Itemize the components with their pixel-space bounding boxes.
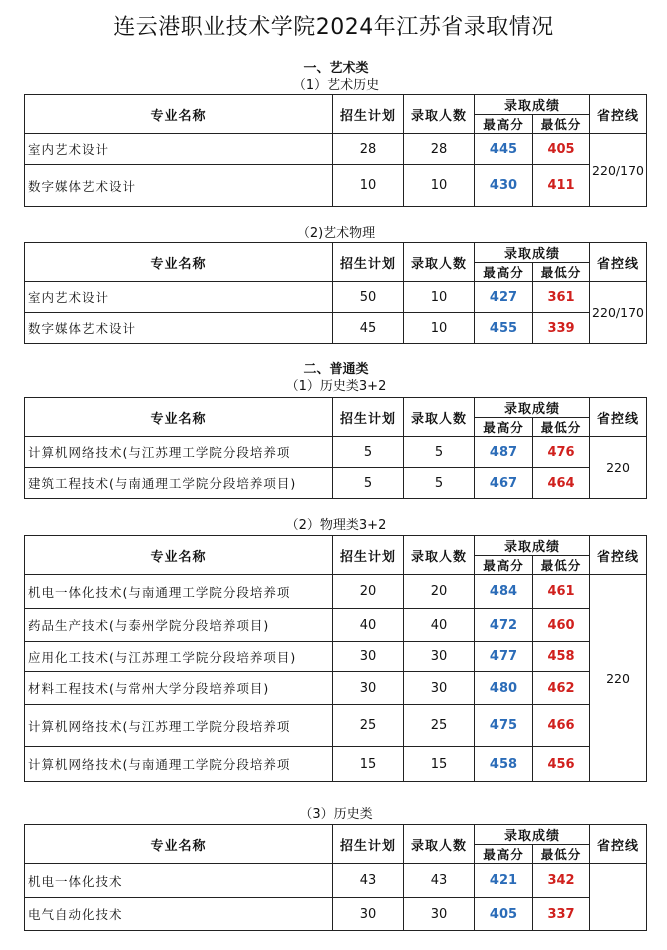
header-control: 省控线 — [590, 398, 647, 437]
header-control: 省控线 — [590, 825, 647, 864]
control-line: 220/170 — [590, 282, 647, 344]
low-score: 462 — [533, 672, 590, 705]
admitted-count: 20 — [404, 575, 475, 609]
header-scores: 录取成绩 — [475, 95, 590, 115]
plan-count: 30 — [333, 672, 404, 705]
table-history-3plus2 — [24, 397, 647, 499]
control-line — [590, 864, 647, 931]
section-heading-art: 一、艺术类 — [303, 61, 369, 76]
admitted-count: 10 — [404, 282, 475, 313]
header-control: 省控线 — [590, 536, 647, 575]
high-score: 445 — [475, 134, 533, 165]
table-row — [25, 898, 647, 931]
high-score: 405 — [475, 898, 533, 931]
header-low: 最低分 — [533, 418, 590, 437]
header-high: 最高分 — [475, 845, 533, 864]
header-high: 最高分 — [475, 115, 533, 134]
group-subtitle-history-3plus2: （1）历史类3+2 — [285, 379, 387, 394]
header-plan: 招生计划 — [333, 243, 404, 282]
header-admitted: 录取人数 — [404, 398, 475, 437]
table-row — [25, 282, 647, 313]
low-score: 339 — [533, 313, 590, 344]
table-row — [25, 609, 647, 642]
high-score: 480 — [475, 672, 533, 705]
table-physics-3plus2 — [24, 535, 647, 782]
high-score: 455 — [475, 313, 533, 344]
header-control: 省控线 — [590, 243, 647, 282]
high-score: 484 — [475, 575, 533, 609]
plan-count: 25 — [333, 705, 404, 747]
major-name: 应用化工技术(与江苏理工学院分段培养项目) — [25, 642, 333, 672]
high-score: 477 — [475, 642, 533, 672]
table-row — [25, 313, 647, 344]
low-score: 456 — [533, 747, 590, 782]
table-row — [25, 672, 647, 705]
admitted-count: 30 — [404, 898, 475, 931]
low-score: 342 — [533, 864, 590, 898]
high-score: 475 — [475, 705, 533, 747]
low-score: 458 — [533, 642, 590, 672]
plan-count: 5 — [333, 437, 404, 468]
header-major: 专业名称 — [25, 243, 333, 282]
admitted-count: 25 — [404, 705, 475, 747]
low-score: 337 — [533, 898, 590, 931]
major-name: 机电一体化技术 — [25, 864, 333, 898]
admitted-count: 30 — [404, 672, 475, 705]
header-major: 专业名称 — [25, 95, 333, 134]
admitted-count: 10 — [404, 313, 475, 344]
low-score: 464 — [533, 468, 590, 499]
plan-count: 45 — [333, 313, 404, 344]
header-plan: 招生计划 — [333, 95, 404, 134]
major-name: 药品生产技术(与泰州学院分段培养项目) — [25, 609, 333, 642]
group-subtitle-history: （3）历史类 — [299, 807, 373, 822]
major-name: 电气自动化技术 — [25, 898, 333, 931]
header-scores: 录取成绩 — [475, 398, 590, 418]
control-line: 220/170 — [590, 134, 647, 207]
table-art-physics — [24, 242, 647, 344]
plan-count: 15 — [333, 747, 404, 782]
admitted-count: 5 — [404, 437, 475, 468]
low-score: 460 — [533, 609, 590, 642]
plan-count: 50 — [333, 282, 404, 313]
header-low: 最低分 — [533, 263, 590, 282]
header-major: 专业名称 — [25, 398, 333, 437]
section-heading-general: 二、普通类 — [303, 362, 369, 377]
header-major: 专业名称 — [25, 825, 333, 864]
high-score: 430 — [475, 165, 533, 207]
low-score: 461 — [533, 575, 590, 609]
header-high: 最高分 — [475, 418, 533, 437]
header-high: 最高分 — [475, 263, 533, 282]
table-row — [25, 165, 647, 207]
major-name: 建筑工程技术(与南通理工学院分段培养项目) — [25, 468, 333, 499]
control-line: 220 — [590, 437, 647, 499]
admitted-count: 28 — [404, 134, 475, 165]
major-name: 数字媒体艺术设计 — [25, 165, 333, 207]
table-row — [25, 642, 647, 672]
table-history — [24, 824, 647, 931]
control-line: 220 — [590, 575, 647, 782]
major-name: 计算机网络技术(与江苏理工学院分段培养项 — [25, 437, 333, 468]
header-plan: 招生计划 — [333, 825, 404, 864]
major-name: 数字媒体艺术设计 — [25, 313, 333, 344]
admitted-count: 30 — [404, 642, 475, 672]
high-score: 487 — [475, 437, 533, 468]
low-score: 411 — [533, 165, 590, 207]
major-name: 计算机网络技术(与南通理工学院分段培养项 — [25, 747, 333, 782]
high-score: 467 — [475, 468, 533, 499]
plan-count: 30 — [333, 898, 404, 931]
header-control: 省控线 — [590, 95, 647, 134]
low-score: 361 — [533, 282, 590, 313]
header-plan: 招生计划 — [333, 398, 404, 437]
header-admitted: 录取人数 — [404, 825, 475, 864]
group-subtitle-physics-3plus2: （2）物理类3+2 — [285, 518, 387, 533]
major-name: 室内艺术设计 — [25, 282, 333, 313]
header-scores: 录取成绩 — [475, 825, 590, 845]
table-row — [25, 468, 647, 499]
table-row — [25, 134, 647, 165]
header-admitted: 录取人数 — [404, 95, 475, 134]
header-low: 最低分 — [533, 115, 590, 134]
plan-count: 5 — [333, 468, 404, 499]
table-row — [25, 864, 647, 898]
header-admitted: 录取人数 — [404, 243, 475, 282]
plan-count: 10 — [333, 165, 404, 207]
major-name: 室内艺术设计 — [25, 134, 333, 165]
high-score: 427 — [475, 282, 533, 313]
header-scores: 录取成绩 — [475, 536, 590, 556]
plan-count: 43 — [333, 864, 404, 898]
table-row — [25, 575, 647, 609]
table-row — [25, 437, 647, 468]
low-score: 466 — [533, 705, 590, 747]
high-score: 421 — [475, 864, 533, 898]
header-scores: 录取成绩 — [475, 243, 590, 263]
admitted-count: 10 — [404, 165, 475, 207]
plan-count: 30 — [333, 642, 404, 672]
header-plan: 招生计划 — [333, 536, 404, 575]
low-score: 476 — [533, 437, 590, 468]
low-score: 405 — [533, 134, 590, 165]
group-subtitle-art-history: （1）艺术历史 — [292, 78, 380, 93]
table-art-history — [24, 94, 647, 207]
table-row — [25, 705, 647, 747]
plan-count: 20 — [333, 575, 404, 609]
group-subtitle-art-physics: （2)艺术物理 — [296, 226, 376, 241]
table-row — [25, 747, 647, 782]
major-name: 材料工程技术(与常州大学分段培养项目) — [25, 672, 333, 705]
major-name: 机电一体化技术(与南通理工学院分段培养项 — [25, 575, 333, 609]
page-title: 连云港职业技术学院2024年江苏省录取情况 — [113, 15, 554, 40]
plan-count: 40 — [333, 609, 404, 642]
header-low: 最低分 — [533, 845, 590, 864]
major-name: 计算机网络技术(与江苏理工学院分段培养项 — [25, 705, 333, 747]
header-low: 最低分 — [533, 556, 590, 575]
plan-count: 28 — [333, 134, 404, 165]
admitted-count: 43 — [404, 864, 475, 898]
admitted-count: 15 — [404, 747, 475, 782]
header-high: 最高分 — [475, 556, 533, 575]
header-major: 专业名称 — [25, 536, 333, 575]
header-admitted: 录取人数 — [404, 536, 475, 575]
admitted-count: 5 — [404, 468, 475, 499]
high-score: 472 — [475, 609, 533, 642]
admitted-count: 40 — [404, 609, 475, 642]
high-score: 458 — [475, 747, 533, 782]
